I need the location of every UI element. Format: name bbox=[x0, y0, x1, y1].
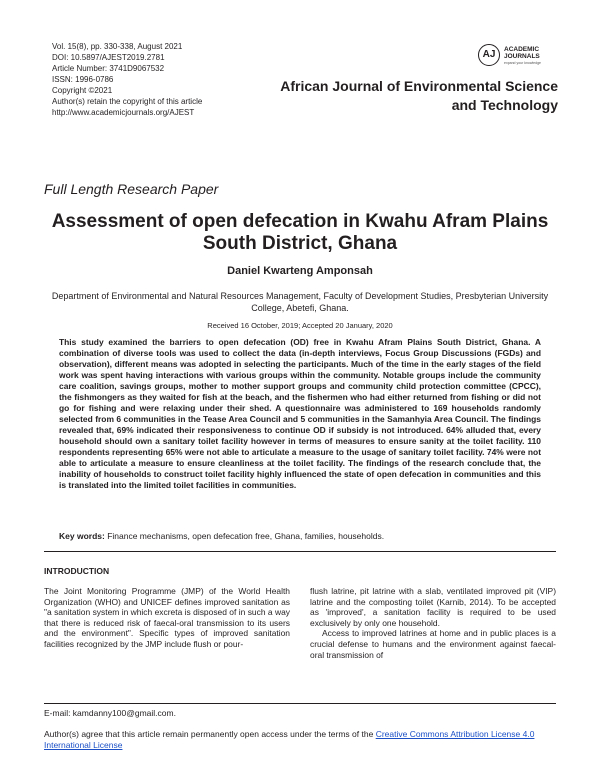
volume-pages: Vol. 15(8), pp. 330-338, August 2021 bbox=[52, 42, 183, 51]
journal-url[interactable]: http://www.academicjournals.org/AJEST bbox=[52, 108, 195, 117]
section-divider bbox=[44, 551, 556, 552]
keywords-label: Key words: bbox=[59, 531, 105, 541]
intro-paragraph-1: The Joint Monitoring Programme (JMP) of the World Health Organization (WHO) and UNICEF defines improved sanitation as "a sanitation system in which excreta is disposed of in such a way that there is reduced risk of faecal-oral transmission to its users and the environment". Specific types of improved sanitation facilities recognized by the JMP include flush or pour- bbox=[44, 586, 290, 649]
copyright-note: Author(s) retain the copyright of this article bbox=[52, 97, 203, 106]
author-affiliation: Department of Environmental and Natural Resources Management, Faculty of Development Studies, Presbyterian University College, Abetefi, Ghana. bbox=[51, 291, 549, 313]
author-name: Daniel Kwarteng Amponsah bbox=[227, 265, 373, 277]
footer-divider bbox=[44, 703, 556, 704]
article-number: Article Number: 3741D9067532 bbox=[52, 64, 165, 73]
intro-paragraph-3: Access to improved latrines at home and in public places is a crucial defense to humans and the environment against faecal-oral transmission of bbox=[310, 628, 556, 660]
logo-name bbox=[504, 46, 540, 60]
license-text: Author(s) agree that this article remain permanently open access under the terms of the bbox=[44, 729, 374, 739]
license-notice bbox=[44, 729, 564, 751]
body-column-left bbox=[44, 586, 290, 650]
article-metadata bbox=[52, 41, 267, 118]
intro-paragraph-2: flush latrine, pit latrine with a slab, ventilated improved pit (VIP) latrine and the composting toilet (Karnib, 2014). To be accepted as 'improved', a sanitation facility is required to be used exclusively by only one household. bbox=[310, 586, 556, 628]
article-title: Assessment of open defecation in Kwahu Afram Plains South District, Ghana bbox=[51, 211, 549, 254]
logo-initials: AJ bbox=[478, 44, 500, 66]
logo-tagline: expand your knowledge bbox=[504, 61, 541, 65]
logo-name-line2: JOURNALS bbox=[504, 53, 540, 60]
issn: ISSN: 1996-0786 bbox=[52, 75, 114, 84]
logo-name-line1: ACADEMIC bbox=[504, 46, 540, 53]
article-type: Full Length Research Paper bbox=[44, 181, 219, 197]
corresponding-email: E-mail: kamdanny100@gmail.com. bbox=[44, 708, 176, 718]
journal-name: African Journal of Environmental Science and Technology bbox=[280, 78, 558, 113]
body-column-right bbox=[310, 586, 556, 660]
keywords-text: Finance mechanisms, open defecation free, Ghana, families, households. bbox=[107, 531, 385, 541]
introduction-heading: INTRODUCTION bbox=[44, 566, 110, 576]
license-link[interactable]: Creative Commons Attribution License 4.0 International License bbox=[44, 729, 535, 750]
copyright: Copyright ©2021 bbox=[52, 86, 113, 95]
received-dates: Received 16 October, 2019; Accepted 20 January, 2020 bbox=[207, 321, 393, 330]
keywords bbox=[59, 531, 541, 541]
doi: DOI: 10.5897/AJEST2019.2781 bbox=[52, 53, 165, 62]
publisher-logo bbox=[478, 44, 578, 68]
abstract: This study examined the barriers to open defecation (OD) free in Kwahu Afram Plains South District, Ghana. A combination of diverse tools was used to collect the data (in-depth interviews, Focus Group Discussions (FGDs) and observation), different means was adopted in selecting the participants. Much of the time in the early stages of the field work was spent having interactions with various groups within the community. Notable groups include the community care coalition, savings groups, mother to mother support groups and community child protection committee (CPCC), the fishmongers as they waited for fish at the beach, and the fishermen who had either returned from fishing or did not go for fishing and were relaxing under their shed. A questionnaire was administered to 169 households randomly selected from 6 communities in the Tease Area Council and 5 communities in the Samanhyia Area Council. The findings revealed that, 69% indicated their responsiveness to continue OD if subsidy is not introduced. 64% alluded that, every household should own a sanitary toilet facility however in terms of measures to ensure sanity at the toilet facility. 110 respondents representing 65% were not able to articulate a measure to the usage of sanitary toilet facility. 74% were not able to articulate a measure to ensure cleanliness at the toilet facility. The findings of the research conclude that, the inability of households to construct toilet facility highly influenced the state of open defecation in communities and this is translated into the limited toilet facilities in communities. bbox=[59, 337, 541, 490]
